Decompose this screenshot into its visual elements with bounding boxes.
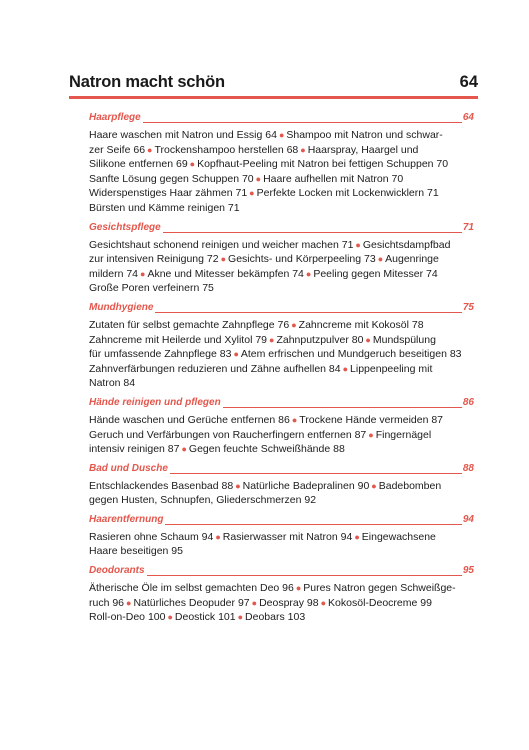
section-heading[interactable] [89, 513, 474, 528]
bullet-icon: ● [167, 612, 173, 623]
section-heading[interactable] [89, 462, 474, 477]
toc-entry[interactable]: Atem erfrischen und Mundgeruch beseitigen 83 [240, 348, 462, 361]
entry-line [89, 581, 474, 596]
section-entries [89, 479, 474, 508]
entry-line [89, 544, 474, 559]
toc-entry[interactable]: Zahncreme mit Kokosöl 78 [298, 318, 424, 331]
toc-entry[interactable]: Gesichts- und Körperpeeling 73 [228, 253, 376, 266]
toc-entry[interactable]: Lippenpeeling mit [350, 362, 433, 375]
toc-entry[interactable]: Deobars 103 [245, 611, 306, 624]
header-rule [69, 96, 478, 99]
leader-line [89, 122, 462, 123]
toc-entry[interactable]: Zahnverfärbungen reduzieren und Zähne aufhellen 84 [89, 362, 341, 375]
toc-entry[interactable]: Rasieren ohne Schaum 94 [89, 530, 214, 543]
bullet-icon: ● [342, 363, 349, 374]
section-title: Haarentfernung [89, 513, 164, 525]
entry-line [89, 143, 474, 158]
toc-entry[interactable]: Deospray 98 [259, 596, 319, 609]
section-page-number: 86 [462, 396, 474, 408]
entry-line [89, 347, 474, 362]
toc-section [89, 221, 474, 296]
entry-line [89, 428, 474, 443]
toc-entry[interactable]: Gesichtshaut schonend reinigen und weicher machen 71 [89, 238, 354, 251]
entry-line [89, 201, 474, 216]
toc-entry[interactable]: zer Seife 66 [89, 143, 146, 156]
bullet-icon: ● [278, 130, 285, 140]
entry-line [89, 252, 474, 267]
toc-entry[interactable]: Haare beseitigen 95 [89, 545, 183, 558]
toc-entry[interactable]: Rasierwasser mit Natron 94 [222, 530, 353, 543]
toc-entry[interactable]: Gegen feuchte Schweißhände 88 [188, 443, 345, 456]
section-entries [89, 238, 474, 296]
section-page-number: 75 [462, 301, 474, 313]
section-title: Gesichtspflege [89, 221, 161, 233]
section-page-number: 88 [462, 462, 474, 474]
bullet-icon: ● [249, 188, 255, 199]
toc-entry[interactable]: Natürliches Deopuder 97 [133, 596, 250, 609]
bullet-icon: ● [269, 334, 275, 345]
section-entries [89, 413, 474, 457]
bullet-icon: ● [235, 480, 241, 491]
toc-section [89, 564, 474, 625]
section-entries [89, 318, 474, 391]
toc-entry[interactable]: ruch 96 [89, 596, 125, 609]
bullet-icon: ● [237, 612, 244, 623]
bullet-icon: ● [189, 159, 196, 170]
toc-entry[interactable]: Augenringe [385, 253, 439, 266]
entry-line [89, 530, 474, 545]
entry-line [89, 442, 474, 457]
toc-entry[interactable]: Natürliche Badepralinen 90 [242, 479, 370, 492]
bullet-icon: ● [147, 144, 153, 155]
bullet-icon: ● [371, 480, 377, 491]
toc-entry[interactable]: Haarspray, Haargel und [307, 143, 419, 156]
toc-entry[interactable]: Eingewachsene [361, 530, 436, 543]
entry-line [89, 493, 474, 508]
bullet-icon: ● [291, 319, 297, 330]
entry-line [89, 333, 474, 348]
bullet-icon: ● [126, 597, 132, 608]
section-page-number: 94 [462, 513, 474, 525]
toc-entry[interactable]: Haare waschen mit Natron und Essig 64 [89, 129, 277, 141]
bullet-icon: ● [251, 597, 258, 608]
toc-entry[interactable]: Kokosöl-Deocreme 99 [328, 596, 432, 609]
entry-line [89, 172, 474, 187]
toc-entry[interactable]: Bürsten und Kämme reinigen 71 [89, 201, 240, 214]
section-title: Hände reinigen und pflegen [89, 396, 221, 408]
section-entries [89, 128, 474, 216]
toc-entry[interactable]: Kopfhaut-Peeling mit Natron bei fettigen Schuppen 70 [197, 158, 449, 171]
bullet-icon: ● [355, 239, 361, 250]
section-title: Bad und Dusche [89, 462, 168, 474]
section-heading[interactable] [89, 396, 474, 411]
entry-line [89, 238, 474, 253]
toc-entry[interactable]: Badebomben [378, 479, 442, 492]
section-title: Haarpflege [89, 112, 141, 123]
table-of-contents [89, 111, 474, 630]
bullet-icon: ● [300, 144, 306, 155]
bullet-icon: ● [320, 597, 327, 608]
entry-line [89, 186, 474, 201]
entry-line [89, 596, 474, 611]
bullet-icon: ● [365, 334, 371, 345]
chapter-page-number: 64 [459, 73, 478, 91]
section-entries [89, 530, 474, 559]
toc-entry[interactable]: Pures Natron gegen Schweißge- [303, 582, 456, 595]
section-page-number: 64 [462, 112, 474, 123]
toc-entry[interactable]: mildern 74 [89, 267, 139, 280]
toc-entry[interactable]: Peeling gegen Mitesser 74 [313, 267, 438, 280]
toc-section [89, 301, 474, 391]
section-entries [89, 581, 474, 625]
section-heading[interactable] [89, 111, 474, 126]
toc-section [89, 396, 474, 457]
toc-entry[interactable]: Haare aufhellen mit Natron 70 [263, 172, 404, 185]
toc-entry[interactable]: zur intensiven Reinigung 72 [89, 253, 219, 266]
toc-section [89, 513, 474, 559]
toc-entry[interactable]: Entschlackendes Basenbad 88 [89, 479, 234, 492]
entry-line [89, 610, 474, 625]
toc-entry[interactable]: Deostick 101 [174, 611, 236, 624]
entry-line [89, 362, 474, 377]
toc-entry[interactable]: intensiv reinigen 87 [89, 443, 180, 456]
bullet-icon: ● [354, 531, 360, 542]
chapter-header [69, 73, 478, 93]
toc-entry[interactable]: Akne und Mitesser bekämpfen 74 [147, 267, 304, 280]
entry-line [89, 281, 474, 296]
toc-section [89, 462, 474, 508]
toc-entry[interactable]: Trockenshampoo herstellen 68 [154, 143, 299, 156]
toc-entry[interactable]: Geruch und Verfärbungen von Raucherfingern entfernen 87 [89, 428, 367, 441]
bullet-icon: ● [140, 268, 146, 279]
toc-entry[interactable]: Sanfte Lösung gegen Schuppen 70 [89, 172, 254, 185]
bullet-icon: ● [181, 444, 187, 455]
toc-entry[interactable]: Fingernägel [375, 428, 432, 441]
chapter-title: Natron macht schön [69, 73, 225, 91]
toc-entry[interactable]: Widerspenstiges Haar zähmen 71 [89, 187, 248, 200]
toc-entry[interactable]: Zahncreme mit Heilerde und Xylitol 79 [89, 333, 267, 346]
entry-line [89, 479, 474, 494]
bullet-icon: ● [368, 429, 374, 440]
section-page-number: 71 [462, 221, 474, 233]
bullet-icon: ● [377, 254, 384, 265]
section-heading[interactable] [89, 564, 474, 579]
entry-line [89, 128, 474, 143]
bullet-icon: ● [215, 531, 221, 542]
toc-entry[interactable]: Trockene Hände vermeiden 87 [299, 413, 444, 426]
entry-line [89, 376, 474, 391]
toc-entry[interactable]: gegen Husten, Schnupfen, Gliederschmerzen 92 [89, 494, 317, 507]
entry-line [89, 267, 474, 282]
toc-entry[interactable]: Hände waschen und Gerüche entfernen 86 [89, 413, 290, 426]
toc-entry[interactable]: für umfassende Zahnpflege 83 [89, 348, 232, 361]
bullet-icon: ● [220, 254, 227, 265]
bullet-icon: ● [305, 268, 312, 279]
toc-entry[interactable]: Gesichtsdampfbad [362, 238, 451, 251]
bullet-icon: ● [295, 583, 302, 594]
toc-entry[interactable]: Zutaten für selbst gemachte Zahnpflege 76 [89, 318, 290, 331]
bullet-icon: ● [291, 414, 298, 425]
bullet-icon: ● [255, 173, 262, 184]
toc-entry[interactable]: Mundspülung [372, 333, 436, 346]
toc-entry[interactable]: Große Poren verfeinern 75 [89, 282, 214, 295]
section-page-number: 95 [462, 565, 474, 577]
section-heading[interactable] [89, 221, 474, 236]
entry-line [89, 318, 474, 333]
entry-line [89, 413, 474, 428]
section-heading[interactable] [89, 301, 474, 316]
toc-entry[interactable]: Natron 84 [89, 377, 136, 390]
bullet-icon: ● [233, 349, 239, 360]
section-title: Mundhygiene [89, 301, 154, 313]
entry-line [89, 157, 474, 172]
toc-entry[interactable]: Zahnputzpulver 80 [276, 333, 364, 346]
toc-entry[interactable]: Roll-on-Deo 100 [89, 611, 166, 624]
toc-section [89, 111, 474, 216]
section-title: Deodorants [89, 565, 145, 577]
toc-entry[interactable]: Perfekte Locken mit Lockenwicklern 71 [256, 187, 439, 200]
toc-entry[interactable]: Shampoo mit Natron und schwar- [286, 129, 443, 141]
toc-entry[interactable]: Ätherische Öle im selbst gemachten Deo 96 [89, 582, 294, 595]
toc-entry[interactable]: Silikone entfernen 69 [89, 158, 188, 171]
